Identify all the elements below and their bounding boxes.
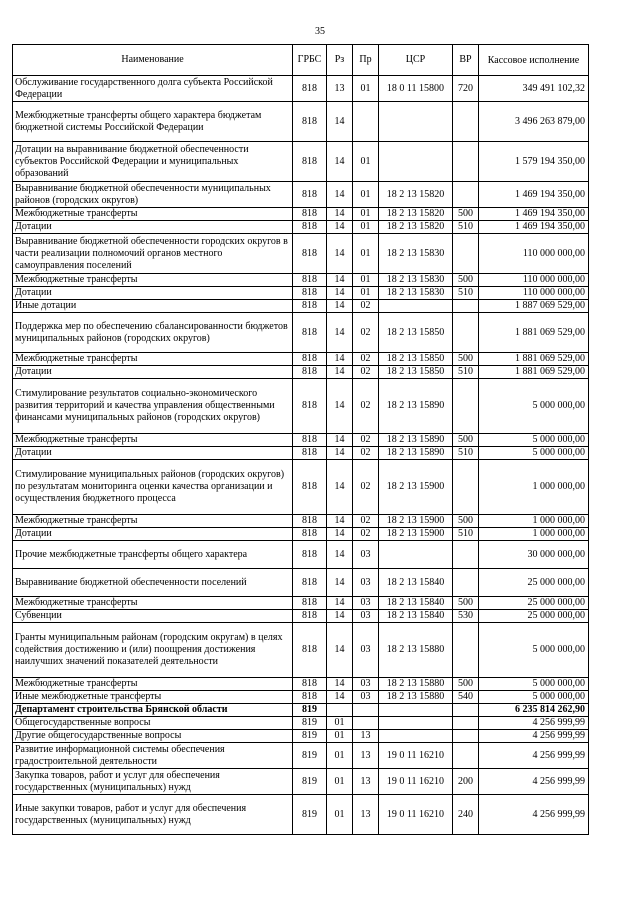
cell-amount: 1 000 000,00 xyxy=(479,528,589,541)
table-row xyxy=(13,287,589,300)
cell-vr xyxy=(453,102,479,142)
cell-amount: 1 881 069 529,00 xyxy=(479,353,589,366)
cell-grbs: 819 xyxy=(293,743,327,769)
table-row xyxy=(13,366,589,379)
cell-pr: 01 xyxy=(353,142,379,182)
cell-vr xyxy=(453,717,479,730)
cell-pr: 02 xyxy=(353,460,379,515)
cell-grbs: 818 xyxy=(293,447,327,460)
cell-name: Межбюджетные трансферты xyxy=(13,353,293,366)
table-row xyxy=(13,300,589,313)
col-header-name: Наименование xyxy=(13,45,293,76)
cell-csr: 18 2 13 15890 xyxy=(379,447,453,460)
cell-pr: 01 xyxy=(353,221,379,234)
table-row xyxy=(13,460,589,515)
cell-vr xyxy=(453,460,479,515)
cell-rz: 14 xyxy=(327,182,353,208)
cell-amount: 5 000 000,00 xyxy=(479,623,589,678)
cell-rz: 14 xyxy=(327,300,353,313)
cell-rz: 14 xyxy=(327,102,353,142)
col-header-csr: ЦСР xyxy=(379,45,453,76)
table-row xyxy=(13,353,589,366)
cell-amount: 30 000 000,00 xyxy=(479,541,589,569)
cell-csr: 18 2 13 15890 xyxy=(379,434,453,447)
cell-name: Закупка товаров, работ и услуг для обеспечения государственных (муниципальных) нужд xyxy=(13,769,293,795)
cell-rz: 13 xyxy=(327,76,353,102)
cell-rz: 14 xyxy=(327,353,353,366)
cell-vr xyxy=(453,730,479,743)
cell-csr xyxy=(379,717,453,730)
cell-rz: 14 xyxy=(327,597,353,610)
cell-csr: 18 2 13 15850 xyxy=(379,353,453,366)
budget-table xyxy=(12,44,589,835)
cell-rz: 01 xyxy=(327,743,353,769)
cell-csr: 19 0 11 16210 xyxy=(379,743,453,769)
cell-vr xyxy=(453,234,479,274)
cell-grbs: 818 xyxy=(293,515,327,528)
cell-name: Поддержка мер по обеспечению сбалансированности бюджетов муниципальных районов (городских округов) xyxy=(13,313,293,353)
cell-pr xyxy=(353,704,379,717)
cell-rz: 14 xyxy=(327,379,353,434)
cell-vr: 200 xyxy=(453,769,479,795)
cell-rz: 14 xyxy=(327,287,353,300)
cell-vr xyxy=(453,743,479,769)
cell-name: Дотации xyxy=(13,366,293,379)
cell-pr: 02 xyxy=(353,379,379,434)
cell-grbs: 818 xyxy=(293,610,327,623)
table-row xyxy=(13,769,589,795)
cell-name: Гранты муниципальным районам (городским округам) в целях содействия достижению и (или) поощрения достижения наилучших значений показателей деятельности xyxy=(13,623,293,678)
cell-rz: 14 xyxy=(327,678,353,691)
cell-rz: 01 xyxy=(327,769,353,795)
cell-csr xyxy=(379,142,453,182)
cell-grbs: 819 xyxy=(293,795,327,835)
header-row xyxy=(13,45,589,76)
cell-vr xyxy=(453,379,479,434)
cell-grbs: 818 xyxy=(293,313,327,353)
cell-amount: 5 000 000,00 xyxy=(479,447,589,460)
cell-csr: 18 2 13 15850 xyxy=(379,366,453,379)
cell-amount: 1 881 069 529,00 xyxy=(479,313,589,353)
cell-name: Департамент строительства Брянской области xyxy=(13,704,293,717)
cell-vr xyxy=(453,704,479,717)
cell-pr: 02 xyxy=(353,447,379,460)
cell-vr xyxy=(453,623,479,678)
cell-pr: 02 xyxy=(353,366,379,379)
cell-vr: 500 xyxy=(453,434,479,447)
cell-csr xyxy=(379,704,453,717)
cell-amount: 5 000 000,00 xyxy=(479,379,589,434)
cell-grbs: 818 xyxy=(293,142,327,182)
cell-grbs: 818 xyxy=(293,300,327,313)
table-row xyxy=(13,610,589,623)
cell-name: Межбюджетные трансферты общего характера бюджетам бюджетной системы Российской Федерации xyxy=(13,102,293,142)
cell-grbs: 818 xyxy=(293,287,327,300)
cell-vr: 540 xyxy=(453,691,479,704)
col-header-grbs: ГРБС xyxy=(293,45,327,76)
cell-rz: 01 xyxy=(327,795,353,835)
cell-amount: 4 256 999,99 xyxy=(479,743,589,769)
cell-rz: 14 xyxy=(327,234,353,274)
cell-csr: 18 2 13 15840 xyxy=(379,610,453,623)
cell-rz: 14 xyxy=(327,515,353,528)
cell-csr: 18 2 13 15880 xyxy=(379,691,453,704)
table-row xyxy=(13,102,589,142)
table-row xyxy=(13,743,589,769)
cell-amount: 1 000 000,00 xyxy=(479,460,589,515)
table-row xyxy=(13,528,589,541)
cell-pr: 03 xyxy=(353,597,379,610)
cell-vr: 530 xyxy=(453,610,479,623)
cell-rz: 14 xyxy=(327,610,353,623)
cell-grbs: 818 xyxy=(293,597,327,610)
cell-name: Межбюджетные трансферты xyxy=(13,678,293,691)
cell-pr: 02 xyxy=(353,515,379,528)
cell-csr: 18 2 13 15880 xyxy=(379,623,453,678)
cell-vr xyxy=(453,142,479,182)
cell-name: Стимулирование муниципальных районов (городских округов) по результатам мониторинга оценки качества организации и осуществления бюджетного процесса xyxy=(13,460,293,515)
cell-amount: 1 887 069 529,00 xyxy=(479,300,589,313)
cell-csr: 18 2 13 15890 xyxy=(379,379,453,434)
table-row xyxy=(13,569,589,597)
cell-vr: 500 xyxy=(453,597,479,610)
cell-pr: 03 xyxy=(353,610,379,623)
cell-vr xyxy=(453,569,479,597)
table-row xyxy=(13,234,589,274)
cell-pr: 13 xyxy=(353,743,379,769)
cell-amount: 110 000 000,00 xyxy=(479,287,589,300)
table-row xyxy=(13,274,589,287)
cell-pr: 01 xyxy=(353,234,379,274)
cell-amount: 1 579 194 350,00 xyxy=(479,142,589,182)
cell-amount: 1 469 194 350,00 xyxy=(479,208,589,221)
cell-name: Выравнивание бюджетной обеспеченности муниципальных районов (городских округов) xyxy=(13,182,293,208)
table-row xyxy=(13,717,589,730)
cell-grbs: 818 xyxy=(293,528,327,541)
cell-grbs: 818 xyxy=(293,623,327,678)
cell-grbs: 818 xyxy=(293,569,327,597)
cell-csr: 18 2 13 15840 xyxy=(379,597,453,610)
cell-csr xyxy=(379,300,453,313)
table-row xyxy=(13,142,589,182)
cell-amount: 4 256 999,99 xyxy=(479,730,589,743)
cell-vr: 500 xyxy=(453,208,479,221)
cell-pr: 01 xyxy=(353,76,379,102)
cell-name: Иные закупки товаров, работ и услуг для обеспечения государственных (муниципальных) нужд xyxy=(13,795,293,835)
cell-pr: 02 xyxy=(353,300,379,313)
col-header-vr: ВР xyxy=(453,45,479,76)
cell-csr: 18 2 13 15820 xyxy=(379,182,453,208)
cell-grbs: 818 xyxy=(293,353,327,366)
cell-pr xyxy=(353,717,379,730)
col-header-rz: Рз xyxy=(327,45,353,76)
cell-csr: 18 2 13 15900 xyxy=(379,528,453,541)
cell-vr xyxy=(453,541,479,569)
cell-rz: 14 xyxy=(327,460,353,515)
cell-amount: 25 000 000,00 xyxy=(479,597,589,610)
table-row xyxy=(13,678,589,691)
cell-name: Общегосударственные вопросы xyxy=(13,717,293,730)
cell-amount: 4 256 999,99 xyxy=(479,717,589,730)
cell-amount: 4 256 999,99 xyxy=(479,795,589,835)
cell-grbs: 818 xyxy=(293,76,327,102)
table-row xyxy=(13,182,589,208)
cell-csr: 18 2 13 15830 xyxy=(379,287,453,300)
cell-csr: 19 0 11 16210 xyxy=(379,769,453,795)
cell-pr: 01 xyxy=(353,274,379,287)
cell-rz: 14 xyxy=(327,528,353,541)
cell-amount: 25 000 000,00 xyxy=(479,569,589,597)
table-row xyxy=(13,704,589,717)
table-row xyxy=(13,379,589,434)
cell-csr: 18 2 13 15820 xyxy=(379,208,453,221)
cell-csr: 18 0 11 15800 xyxy=(379,76,453,102)
cell-amount: 1 469 194 350,00 xyxy=(479,221,589,234)
cell-amount: 3 496 263 879,00 xyxy=(479,102,589,142)
cell-name: Межбюджетные трансферты xyxy=(13,208,293,221)
cell-pr: 13 xyxy=(353,730,379,743)
cell-name: Другие общегосударственные вопросы xyxy=(13,730,293,743)
cell-name: Дотации на выравнивание бюджетной обеспеченности субъектов Российской Федерации и муниципальных образований xyxy=(13,142,293,182)
cell-grbs: 818 xyxy=(293,678,327,691)
table-row xyxy=(13,434,589,447)
cell-pr: 01 xyxy=(353,287,379,300)
cell-rz: 01 xyxy=(327,730,353,743)
cell-vr: 510 xyxy=(453,447,479,460)
cell-amount: 25 000 000,00 xyxy=(479,610,589,623)
cell-amount: 5 000 000,00 xyxy=(479,691,589,704)
cell-csr: 18 2 13 15880 xyxy=(379,678,453,691)
cell-pr: 03 xyxy=(353,691,379,704)
cell-rz: 14 xyxy=(327,221,353,234)
cell-grbs: 818 xyxy=(293,460,327,515)
col-header-amount: Кассовое исполнение xyxy=(479,45,589,76)
cell-rz: 14 xyxy=(327,447,353,460)
cell-grbs: 819 xyxy=(293,730,327,743)
cell-vr: 510 xyxy=(453,528,479,541)
cell-pr: 03 xyxy=(353,678,379,691)
cell-grbs: 818 xyxy=(293,691,327,704)
cell-grbs: 818 xyxy=(293,379,327,434)
cell-grbs: 818 xyxy=(293,274,327,287)
cell-csr: 18 2 13 15820 xyxy=(379,221,453,234)
table-row xyxy=(13,208,589,221)
cell-csr: 18 2 13 15900 xyxy=(379,460,453,515)
table-row xyxy=(13,795,589,835)
cell-vr: 720 xyxy=(453,76,479,102)
cell-grbs: 818 xyxy=(293,366,327,379)
cell-grbs: 818 xyxy=(293,541,327,569)
cell-name: Обслуживание государственного долга субъекта Российской Федерации xyxy=(13,76,293,102)
cell-vr: 240 xyxy=(453,795,479,835)
cell-csr: 18 2 13 15830 xyxy=(379,274,453,287)
cell-amount: 5 000 000,00 xyxy=(479,678,589,691)
cell-rz xyxy=(327,704,353,717)
cell-pr: 02 xyxy=(353,313,379,353)
cell-grbs: 818 xyxy=(293,182,327,208)
cell-grbs: 818 xyxy=(293,102,327,142)
cell-name: Иные межбюджетные трансферты xyxy=(13,691,293,704)
cell-name: Прочие межбюджетные трансферты общего характера xyxy=(13,541,293,569)
cell-name: Выравнивание бюджетной обеспеченности поселений xyxy=(13,569,293,597)
cell-name: Межбюджетные трансферты xyxy=(13,274,293,287)
cell-amount: 4 256 999,99 xyxy=(479,769,589,795)
cell-name: Субвенции xyxy=(13,610,293,623)
cell-grbs: 818 xyxy=(293,434,327,447)
cell-amount: 1 881 069 529,00 xyxy=(479,366,589,379)
cell-vr xyxy=(453,300,479,313)
cell-grbs: 818 xyxy=(293,208,327,221)
cell-csr xyxy=(379,730,453,743)
cell-amount: 349 491 102,32 xyxy=(479,76,589,102)
table-row xyxy=(13,541,589,569)
cell-rz: 14 xyxy=(327,691,353,704)
cell-pr: 03 xyxy=(353,623,379,678)
table-row xyxy=(13,515,589,528)
table-row xyxy=(13,221,589,234)
table-row xyxy=(13,730,589,743)
cell-pr: 13 xyxy=(353,795,379,835)
table-row xyxy=(13,447,589,460)
cell-amount: 5 000 000,00 xyxy=(479,434,589,447)
table-row xyxy=(13,313,589,353)
cell-rz: 14 xyxy=(327,569,353,597)
cell-pr: 03 xyxy=(353,541,379,569)
cell-pr: 01 xyxy=(353,208,379,221)
cell-vr: 510 xyxy=(453,287,479,300)
cell-name: Дотации xyxy=(13,447,293,460)
cell-amount: 1 469 194 350,00 xyxy=(479,182,589,208)
cell-vr: 500 xyxy=(453,678,479,691)
cell-vr xyxy=(453,182,479,208)
cell-amount: 6 235 814 262,90 xyxy=(479,704,589,717)
cell-grbs: 819 xyxy=(293,769,327,795)
cell-csr xyxy=(379,102,453,142)
table-row xyxy=(13,623,589,678)
cell-amount: 1 000 000,00 xyxy=(479,515,589,528)
cell-rz: 14 xyxy=(327,142,353,182)
cell-grbs: 819 xyxy=(293,704,327,717)
cell-rz: 14 xyxy=(327,434,353,447)
cell-vr: 500 xyxy=(453,274,479,287)
table-row xyxy=(13,597,589,610)
cell-pr: 02 xyxy=(353,434,379,447)
cell-csr: 18 2 13 15840 xyxy=(379,569,453,597)
cell-csr: 18 2 13 15850 xyxy=(379,313,453,353)
cell-rz: 14 xyxy=(327,313,353,353)
page-number: 35 xyxy=(315,26,325,37)
col-header-pr: Пр xyxy=(353,45,379,76)
table-row xyxy=(13,76,589,102)
cell-vr xyxy=(453,313,479,353)
cell-grbs: 818 xyxy=(293,221,327,234)
cell-amount: 110 000 000,00 xyxy=(479,274,589,287)
cell-pr: 01 xyxy=(353,182,379,208)
cell-vr: 500 xyxy=(453,515,479,528)
cell-rz: 14 xyxy=(327,208,353,221)
cell-rz: 14 xyxy=(327,366,353,379)
table-row xyxy=(13,691,589,704)
cell-name: Стимулирование результатов социально-экономического развития территорий и качества управления общественными финансами муниципальных районов (городских округов) xyxy=(13,379,293,434)
cell-csr xyxy=(379,541,453,569)
cell-rz: 14 xyxy=(327,623,353,678)
cell-name: Дотации xyxy=(13,528,293,541)
cell-csr: 18 2 13 15900 xyxy=(379,515,453,528)
cell-vr: 510 xyxy=(453,221,479,234)
cell-rz: 01 xyxy=(327,717,353,730)
cell-pr: 02 xyxy=(353,528,379,541)
cell-rz: 14 xyxy=(327,274,353,287)
cell-csr: 19 0 11 16210 xyxy=(379,795,453,835)
cell-pr xyxy=(353,102,379,142)
cell-csr: 18 2 13 15830 xyxy=(379,234,453,274)
cell-name: Межбюджетные трансферты xyxy=(13,434,293,447)
cell-name: Межбюджетные трансферты xyxy=(13,597,293,610)
cell-vr: 500 xyxy=(453,353,479,366)
cell-grbs: 818 xyxy=(293,234,327,274)
cell-pr: 03 xyxy=(353,569,379,597)
cell-name: Межбюджетные трансферты xyxy=(13,515,293,528)
cell-name: Развитие информационной системы обеспечения градостроительной деятельности xyxy=(13,743,293,769)
cell-grbs: 819 xyxy=(293,717,327,730)
cell-amount: 110 000 000,00 xyxy=(479,234,589,274)
cell-name: Дотации xyxy=(13,221,293,234)
table-body xyxy=(13,76,589,835)
cell-name: Выравнивание бюджетной обеспеченности городских округов в части реализации полномочий органов местного самоуправления поселений xyxy=(13,234,293,274)
cell-vr: 510 xyxy=(453,366,479,379)
cell-name: Дотации xyxy=(13,287,293,300)
cell-rz: 14 xyxy=(327,541,353,569)
cell-pr: 02 xyxy=(353,353,379,366)
cell-name: Иные дотации xyxy=(13,300,293,313)
cell-pr: 13 xyxy=(353,769,379,795)
